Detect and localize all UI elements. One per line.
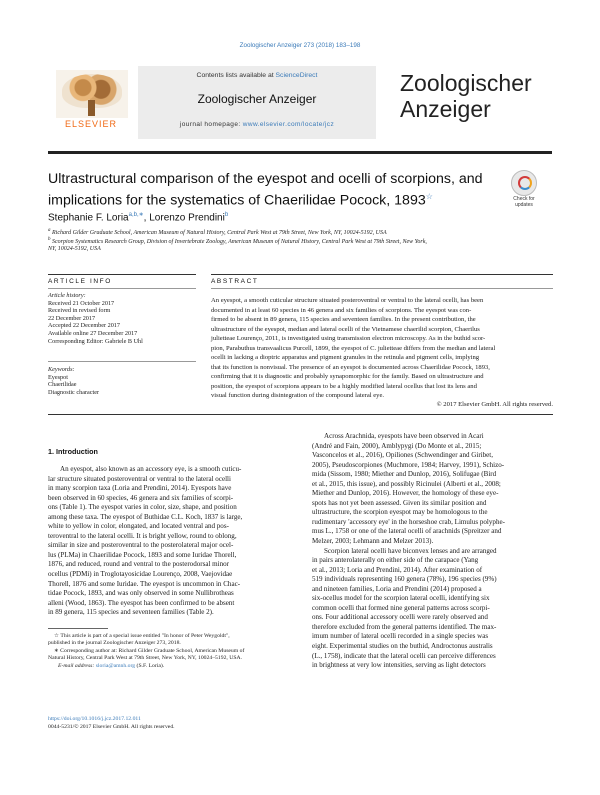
author-loria-marks[interactable]: a,b,∗: [128, 212, 144, 218]
check-for-updates-badge[interactable]: [504, 168, 544, 208]
author-prendini[interactable]: Lorenzo Prendini: [149, 212, 225, 224]
crossmark-icon: [511, 170, 537, 196]
intro-line: mida (Sissom, 1980; Miether and Dunlop, 2016), Solifugae (Bird: [312, 470, 497, 479]
intro-line: alleni (Wood, 1863). The eyespot has been confirmed to be absent: [48, 598, 235, 607]
intro-line: Miether and Dunlop, 2016). However, the homology of these eye-: [312, 489, 499, 498]
intro-line: spots has not yet been assessed. Given its similar position and: [312, 498, 487, 507]
intro-line: among these taxa. The eyespot of Buthidae C.L. Koch, 1837 is large,: [48, 512, 243, 521]
abstract-rule-mid: [211, 288, 553, 289]
intro-line: therefore excluded from the general patterns identified. The max-: [312, 622, 497, 631]
affiliation-a-text: Richard Gilder Graduate School, American Museum of Natural History, Central Park West at 79th Street, New York, NY, 10024-5192, USA: [52, 230, 387, 236]
article-title-text: Ultrastructural comparison of the eyespot and ocelli of scorpions, and implications for the systematics of Chaerilidae Pocock, 1893: [48, 171, 483, 209]
history-item: 22 December 2017: [48, 314, 96, 322]
abstract-line: documented in at least 60 species in 46 genera and six families of scorpions. The eyespot was con-: [211, 306, 472, 314]
abstract-line: visual function during disintegration of the compound lateral eye.: [211, 392, 385, 400]
journal-name: Zoologischer Anzeiger: [197, 92, 317, 106]
abstract-rule-bottom: [48, 414, 553, 415]
footnote-corresponding: ∗ Corresponding author at: Richard Gilder Graduate School, American Museum of: [54, 647, 245, 654]
footnote-email: [48, 663, 298, 670]
intro-line: Across Arachnida, eyespots have been observed in Acari: [324, 432, 484, 440]
journal-title-line-2: Anzeiger: [400, 96, 491, 122]
badge-line-1: Check for: [513, 196, 535, 202]
intro-line: white to yellow in color, elongated, and located ventral and pos-: [48, 522, 229, 531]
affiliation-b-text: Scorpion Systematics Research Group, Division of Invertebrate Zoology, American Museum of Natural History, Central Park West at 79th Street, New York,: [52, 239, 427, 245]
abstract-line: julietteae Lourenço, 2011, is investigated using transmission electron microscopy. As in the buthid scor-: [211, 335, 486, 343]
intro-line: et al., 2015, this issue), and possibly Ricinulei (Alberti et al., 2008;: [312, 479, 501, 488]
affiliation-a-mark: a: [48, 228, 51, 233]
intro-line: in pairs anterolaterally on either side of the carapace (Yang: [312, 556, 479, 565]
masthead: [48, 66, 552, 139]
email-label: E-mail address:: [58, 662, 96, 669]
intro-line: similar in size and posteroventral to the posterolateral major ocel-: [48, 541, 234, 550]
footnote-star: ☆ This article is part of a special issue entitled "In honor of Peter Weygoldt",: [54, 633, 230, 639]
info-rule-mid: [48, 288, 196, 289]
footnote-rule: [48, 628, 108, 629]
keyword[interactable]: Diagnostic character: [48, 388, 100, 396]
intro-line: tidae Pocock, 1893, and was only observed in some Nullibrotheas: [48, 589, 234, 598]
intro-line: Vasconcelos et al., 2016), Opiliones (Schwendinger and Giribet,: [312, 451, 494, 460]
intro-left-column: [48, 465, 298, 618]
affiliation-b-mark: b: [48, 237, 51, 242]
intro-line: Scorpion lateral ocelli have biconvex lenses and are arranged: [324, 546, 497, 555]
footnote-corresponding-cont: Natural History, Central Park West at 79th Street, New York, NY, 10024–5192, USA.: [48, 655, 243, 662]
history-item: Accepted 22 December 2017: [48, 322, 120, 330]
intro-line: 519 individuals representing 160 genera (78%), 196 species (9%): [312, 575, 497, 584]
intro-line: mus L., 1758 or one of the lateral ocelli of arachnids (Spreitzer and: [312, 527, 502, 536]
masthead-center: [138, 66, 376, 139]
email-after: (S.F. Loria).: [135, 662, 165, 669]
authors: [48, 211, 228, 223]
info-rule-keywords: [48, 361, 196, 362]
intro-line: 2005), Pseudoscorpiones (Muchmore, 1984; Harvey, 1991), Schizo-: [312, 460, 505, 469]
title-footnote-mark[interactable]: ☆: [425, 192, 433, 201]
intro-line: and nineteen families, Loria and Prendini (2014) proposed a: [312, 584, 482, 593]
intro-line: ultrastructure, the scorpion eyespot may be homologous to the: [312, 508, 488, 517]
badge-label: [504, 196, 544, 208]
doi-link[interactable]: https://doi.org/10.1016/j.jcz.2017.12.011: [48, 716, 141, 722]
intro-line: Melzer, 2003; Lehmann and Melzer 2013).: [312, 537, 434, 546]
intro-line: six-ocellus model for the scorpion lateral ocelli, identifying six: [312, 594, 490, 603]
history-item: Corresponding Editor: Gabriele B Uhl: [48, 337, 143, 345]
intro-line: ons (Table 1). The eyespot varies in color, size, shape, and position: [48, 503, 237, 512]
intro-line: teroventral to the lateral ocelli. It is bright yellow, round to oblong,: [48, 531, 237, 540]
intro-line: An eyespot, also known as an accessory eye, is a smooth cuticu-: [60, 465, 242, 473]
intro-line: in 89 genera, 115 species and seventeen families (Table 2).: [48, 608, 214, 617]
issn-line: 0044-5231/© 2017 Elsevier GmbH. All rights reserved.: [48, 724, 175, 730]
article-history: [48, 292, 198, 345]
contents-prefix: Contents lists available at: [196, 72, 276, 79]
section-heading-introduction: 1. Introduction: [48, 447, 98, 456]
intro-line: rudimentary 'accessory eye' in the horseshoe crab, Limulus polyphe-: [312, 517, 505, 526]
intro-line: imum number of lateral ocelli recorded in a single species was: [312, 632, 489, 641]
history-item: Received in revised form: [48, 307, 111, 315]
info-rule-top: [48, 274, 196, 275]
sciencedirect-link[interactable]: ScienceDirect: [275, 72, 318, 79]
intro-line: Thorell, 1876 and some Iuridae. The eyespot is uncommon in Chac-: [48, 579, 241, 588]
intro-line: lus (PLMa) in Chaerilidae Pocock, 1893 and some Iuridae Thorell,: [48, 550, 237, 559]
badge-line-2: updates: [515, 202, 533, 208]
intro-line: 1876, and reduced, round and ventral to the posterodorsal minor: [48, 560, 230, 569]
intro-line: (André and Fain, 2000), Amblypygi (Do Monte et al., 2015;: [312, 441, 482, 450]
abstract-heading: ABSTRACT: [211, 278, 259, 285]
keyword[interactable]: Chaerilidae: [48, 381, 77, 389]
keyword[interactable]: Eyespot: [48, 373, 68, 381]
abstract-line: confirming that it is diagnostic and probably synapomorphic for the family. Based on ultrastructure and: [211, 373, 484, 381]
intro-line: ocellus (PDMi) in Troglotayosicidae Lourenço, 2008, Vaejovidae: [48, 570, 233, 579]
homepage-prefix: journal homepage:: [179, 121, 243, 128]
masthead-rule: [48, 151, 552, 154]
abstract-line: ocelli in lacking a dioptric apparatus and pigment granules in the retinula and pigment cells, implying: [211, 354, 480, 362]
abstract-line: ultrastructure of the eyespot, median and lateral ocelli of the Vietnamese chaerilid scorpion, Chaerilus: [211, 325, 480, 333]
abstract-line: firmed to be absent in 89 genera, 115 species and seventeen families. In the present contribution, the: [211, 316, 476, 324]
abstract-rule-top: [211, 274, 553, 275]
homepage-link[interactable]: www.elsevier.com/locate/jcz: [242, 121, 335, 128]
abstract-copyright: © 2017 Elsevier GmbH. All rights reserved.: [436, 401, 553, 408]
author-separator: ,: [143, 212, 150, 224]
elsevier-wordmark: ELSEVIER: [64, 119, 118, 129]
intro-line: in many scorpion taxa (Loria and Prendini, 2014). Eyespots have: [48, 484, 232, 493]
abstract-body: [211, 296, 553, 401]
keywords: [48, 366, 198, 396]
abstract-line: that its function is nonvisual. The presence of an eyespot is documented across Chaerilidae Pocock, 1893,: [211, 363, 490, 371]
abstract-line: pion, Parabuthus transvaalicus Purcell, 1899, the eyespot of C. julietteae differs from the median and lateral: [211, 344, 496, 352]
intro-line: eight. Experimental studies on the buthid, Androctonus australis: [312, 642, 493, 651]
author-prendini-marks[interactable]: b: [224, 212, 229, 218]
author-loria[interactable]: Stephanie F. Loria: [48, 212, 129, 224]
intro-line: been observed in 60 species, 46 genera and six families of scorpi-: [48, 493, 234, 502]
tree-of-knowledge-icon: [56, 70, 128, 118]
intro-line: (L., 1758), indicate that the lateral ocelli can perceive differences: [312, 651, 496, 660]
intro-line: ons. Four additional accessory ocelli were rarely observed and: [312, 613, 488, 622]
keywords-label: Keywords:: [48, 366, 75, 373]
affiliation-b-cont: NY, 10024-5192, USA: [48, 246, 101, 252]
article-title: [48, 171, 498, 210]
running-head[interactable]: Zoologischer Anzeiger 273 (2018) 183–198: [239, 42, 361, 49]
intro-line: et al., 2013; Loria and Prendini, 2014). After examination of: [312, 565, 483, 574]
intro-line: in brightness at very low intensities, serving as light detectors: [312, 661, 486, 670]
contents-available: [138, 72, 376, 79]
footnote-star-cont: published in the journal Zoologischer Anzeiger 273, 2018.: [48, 640, 181, 647]
journal-title-line-1: Zoologischer: [400, 70, 532, 96]
journal-logo-title: [400, 70, 560, 122]
history-item: Received 21 October 2017: [48, 299, 115, 307]
history-label: Article history:: [48, 292, 86, 299]
intro-line: lar structure situated posteroventral or ventral to the lateral ocelli: [48, 474, 231, 483]
elsevier-logo[interactable]: [48, 68, 134, 130]
intro-line: common ocelli that formed nine general patterns across scorpi-: [312, 603, 490, 612]
email-link[interactable]: sloria@amnh.org: [95, 662, 136, 669]
abstract-line: An eyespot, a smooth cuticular structure situated posteroventral or ventral to the lateral ocelli, has been: [211, 297, 484, 304]
article-info-heading: ARTICLE INFO: [48, 278, 112, 285]
footnotes: [48, 633, 298, 670]
journal-homepage: [138, 121, 376, 128]
abstract-line: position, the eyespot of scorpions appears to be a highly modified lateral ocellus that lost its lens and: [211, 382, 477, 390]
intro-right-column: [312, 432, 560, 671]
history-item: Available online 27 December 2017: [48, 329, 138, 337]
